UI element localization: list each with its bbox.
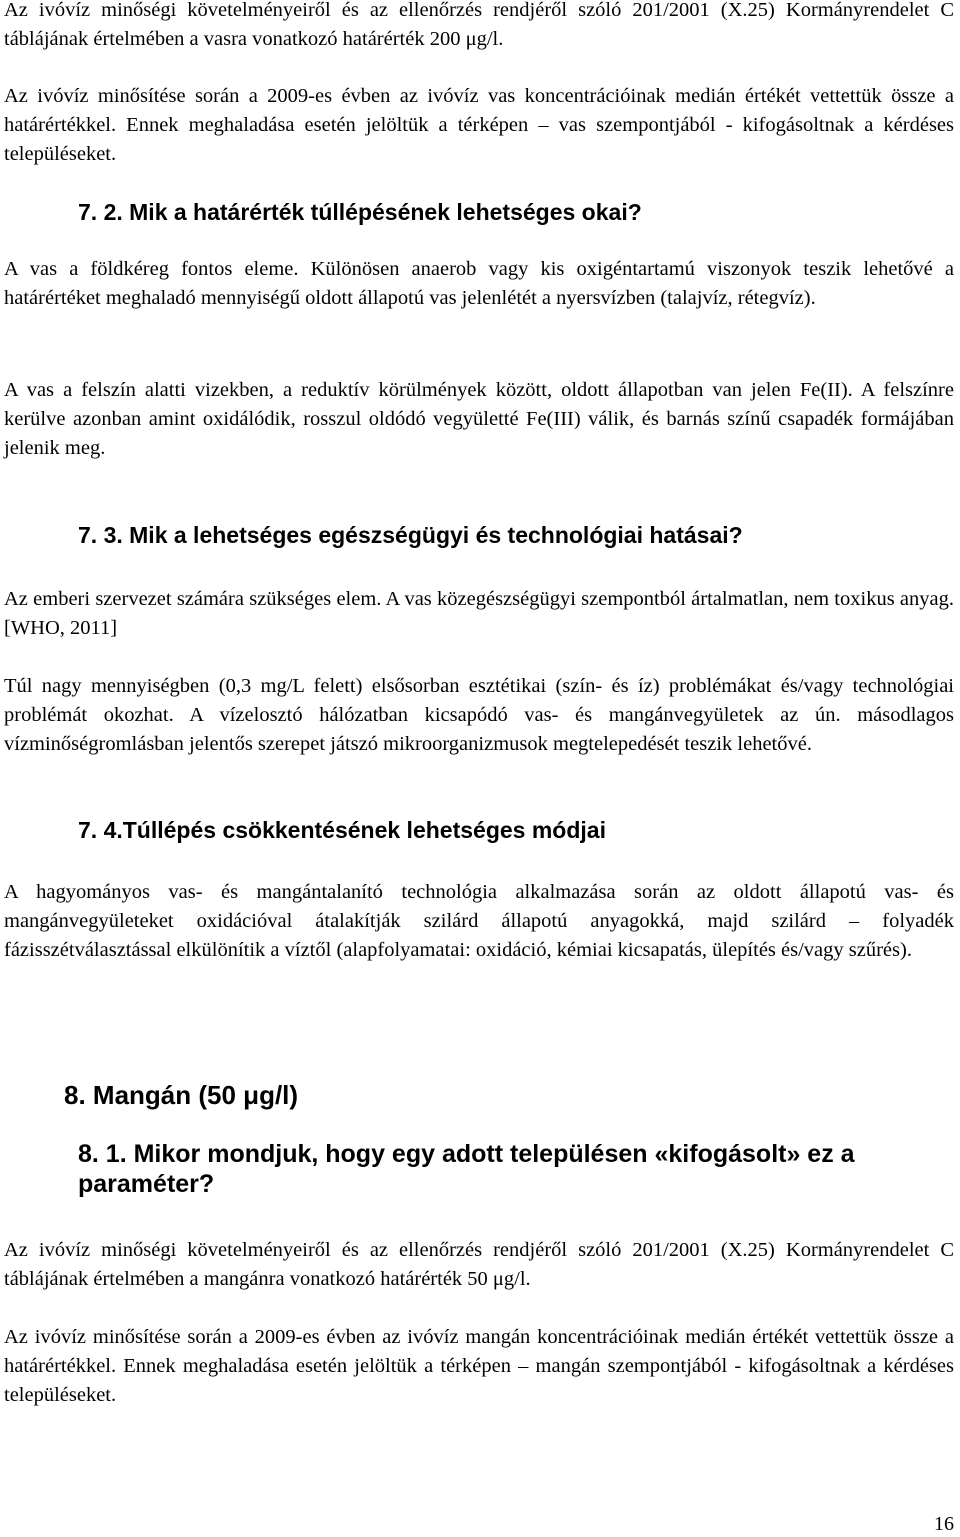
paragraph-iron-limit: Az ivóvíz minőségi követelményeiről és az ellenőrzés rendjéről szóló 201/2001 (X.25) Kormányrendelet C táblájának értelmében a vasra vonatkozó határérték 200 μg/l.: [4, 0, 954, 50]
paragraph-iron-removal: A hagyományos vas- és mangántalanító technológia alkalmazása során az oldott állapotú vas- és mangánvegyületeket oxidációval átalakítják szilárd állapotú anyagokká, majd szilárd – folyadék fázisszétválasztással elkülönítik a víztől (alapfolyamatai: oxidáció, kémiai kicsapatás, ülepítés és/vagy szűrés).: [4, 881, 954, 961]
paragraph-iron-health: Az emberi szervezet számára szükséges elem. A vas közegészségügyi szempontból ártalmatlan, nem toxikus anyag. [WHO, 2011]: [4, 588, 954, 639]
paragraph-manganese-limit: Az ivóvíz minőségi követelményeiről és az ellenőrzés rendjéről szóló 201/2001 (X.25) Kormányrendelet C táblájának értelmében a mangánra vonatkozó határérték 50 μg/l.: [4, 1239, 954, 1290]
heading-7-4: 7. 4.Túllépés csökkentésének lehetséges módjai: [78, 817, 606, 843]
paragraph-manganese-classification: Az ivóvíz minősítése során a 2009-es évben az ivóvíz mangán koncentrációinak medián értékét vettettük össze a határértékkel. Ennek meghaladása esetén jelöltük a térképen – mangán szempontjából - kifogásoltnak a kérdéses településeket.: [4, 1326, 954, 1406]
paragraph-iron-earth-crust: A vas a földkéreg fontos eleme. Különösen anaerob vagy kis oxigéntartamú viszonyok teszik lehetővé a határértéket meghaladó mennyiségű oldott állapotú vas jelenlétét a nyersvízben (talajvíz, rétegvíz).: [4, 258, 954, 309]
paragraph-iron-classification: Az ivóvíz minősítése során a 2009-es évben az ivóvíz vas koncentrációinak medián értékét vettettük össze a határértékkel. Ennek meghaladása esetén jelöltük a térképen – vas szempontjából - kifogásoltnak a kérdéses településeket.: [4, 85, 954, 165]
heading-8-1: 8. 1. Mikor mondjuk, hogy egy adott településen «kifogásolt» ez a paraméter?: [78, 1140, 855, 1198]
heading-8-manganese: 8. Mangán (50 μg/l): [64, 1080, 299, 1110]
page-number: 16: [934, 1513, 954, 1535]
heading-7-3: 7. 3. Mik a lehetséges egészségügyi és technológiai hatásai?: [78, 522, 743, 548]
heading-7-2: 7. 2. Mik a határérték túllépésének lehetséges okai?: [78, 199, 642, 225]
paragraph-iron-groundwater: A vas a felszín alatti vizekben, a reduktív körülmények között, oldott állapotban van jelen Fe(II). A felszínre kerülve azonban amint oxidálódik, rosszul oldódó vegyületté Fe(III) válik, és barnás színű csapadék formájában jelenik meg.: [4, 379, 954, 459]
paragraph-iron-technology: Túl nagy mennyiségben (0,3 mg/L felett) elsősorban esztétikai (szín- és íz) problémákat és/vagy technológiai problémát okozhat. A vízelosztó hálózatban kicsapódó vas- és mangánvegyületek az ún. másodlagos vízminőségromlásban jelentős szerepet játszó mikroorganizmusok megtelepedését teszik lehetővé.: [4, 675, 954, 755]
